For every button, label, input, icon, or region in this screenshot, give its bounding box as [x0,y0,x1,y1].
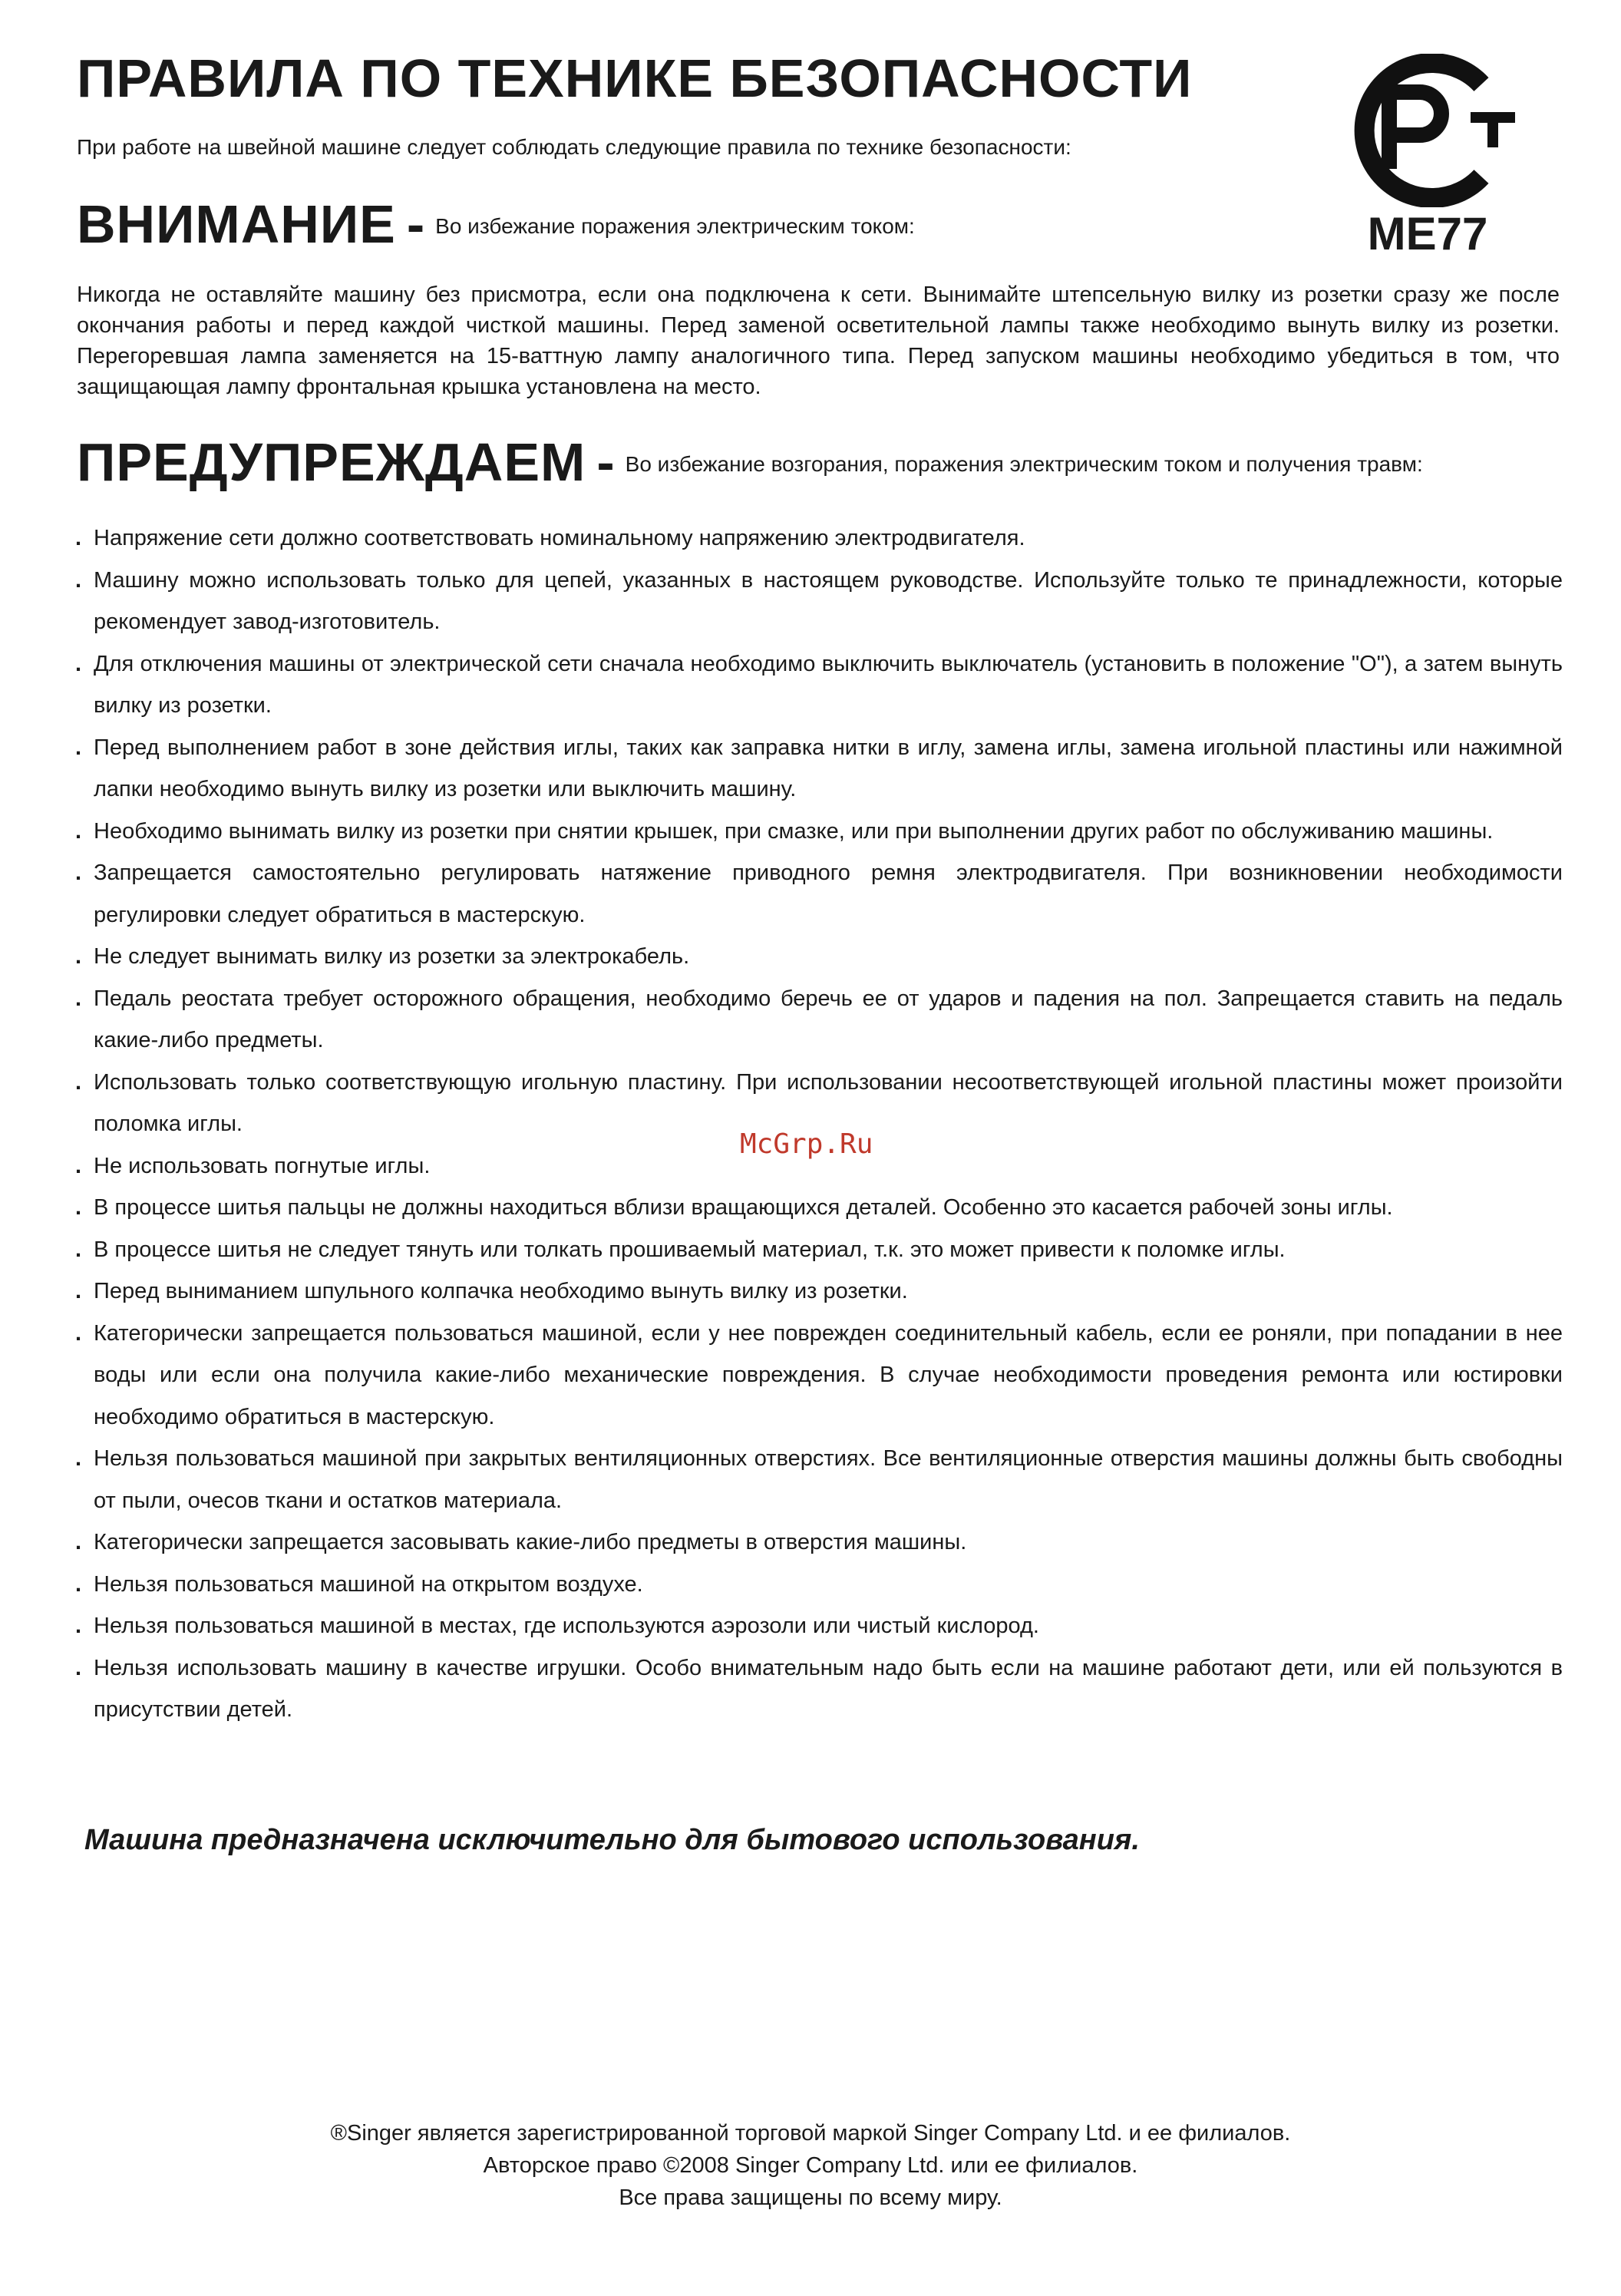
bullet: . [75,567,82,593]
rule-item [74,1438,1563,1521]
bullet: . [75,986,82,1011]
rule-text: Не использовать погнутые иглы. [94,1153,431,1178]
rule-text: Категорически запрещается засовывать какие-либо предметы в отверстия машины. [94,1530,967,1554]
caution-heading [77,431,1423,493]
rule-item [74,643,1563,727]
rule-item [74,1521,1563,1564]
rule-item [74,560,1563,643]
rule-item [74,1564,1563,1606]
rule-item [74,1270,1563,1313]
bullet: . [75,1195,82,1220]
rule-item [74,852,1563,936]
footer [0,2117,1621,2214]
bullet: . [75,861,82,885]
rule-text: Напряжение сети должно соответствовать номинальному напряжению электродвигателя. [94,526,1025,550]
rule-item [74,727,1563,811]
rule-text: Использовать только соответствующую игольную пластину. При использовании несоответствующей игольной пластины может произойти поломка иглы. [94,1069,1563,1136]
rule-text: Нельзя пользоваться машиной при закрытых вентиляционных отверстиях. Все вентиляционные отверстия машины должны быть свободны от пыли, очесов ткани и остатков материала. [94,1446,1563,1513]
rule-text: Запрещается самостоятельно регулировать натяжение приводного ремня электродвигателя. При возникновении необходимости регулировки следует обратиться в мастерскую. [94,861,1563,927]
rule-item [74,1313,1563,1439]
safety-rules-list [74,517,1563,1731]
footer-rights: Все права защищены по всему миру. [619,2185,1002,2210]
footer-copyright: Авторское право ©2008 Singer Company Ltd. или ее филиалов. [483,2153,1138,2178]
footer-trademark: ®Singer является зарегистрированной торговой маркой Singer Company Ltd. и ее филиалов. [330,2121,1291,2146]
caution-subtitle: Во избежание возгорания, поражения электрическим током и получения травм: [625,452,1423,476]
bullet: . [75,1530,82,1554]
rule-text: Для отключения машины от электрической сети сначала необходимо выключить выключатель (установить в положение "О"), а затем вынуть вилку из розетки. [94,651,1563,718]
warning-subtitle: Во избежание поражения электрическим током: [435,214,915,238]
caution-dash: - [596,432,615,492]
bullet: . [75,1237,82,1262]
rule-text: Нельзя пользоваться машиной в местах, где используются аэрозоли или чистый кислород. [94,1614,1039,1638]
bullet: . [75,1069,82,1095]
bullet: . [75,1279,82,1303]
bullet: . [75,944,82,969]
certification-code: ME77 [1367,208,1488,259]
rule-text: Категорически запрещается пользоваться машиной, если у нее поврежден соединительный кабель, если ее роняли, при попадании в нее воды или если она получила какие-либо механические повреждения. В случае необходимости проведения ремонта или юстировки необходимо обратиться в мастерскую. [94,1320,1563,1429]
bullet: . [75,735,82,760]
watermark-text: McGrp.Ru [740,1128,873,1160]
warning-text: Никогда не оставляйте машину без присмотра, если она подключена к сети. Вынимайте штепсельную вилку из розетки сразу же после окончания работы и перед каждой чисткой машины. Перед заменой осветительной лампы также необходимо вынуть вилку из розетки. Перегоревшая лампа заменяется на 15-ваттную лампу аналогичного типа. Перед запуском машины необходимо убедиться в том, что защищающая лампу фронтальная крышка установлена на место. [77,282,1560,399]
rule-item [74,517,1563,560]
rule-item [74,1187,1563,1229]
rule-item [74,1229,1563,1271]
rule-item [74,1605,1563,1647]
bullet: . [75,1571,82,1597]
bullet: . [75,1320,82,1346]
rule-item [74,978,1563,1062]
rule-text: Нельзя использовать машину в качестве игрушки. Особо внимательным надо быть если на машине работают дети, или ей пользуются в присутствии детей. [94,1655,1563,1722]
bullet: . [75,818,82,844]
rule-text: В процессе шитья не следует тянуть или толкать прошиваемый материал, т.к. это может привести к поломке иглы. [94,1237,1286,1262]
rule-item [74,811,1563,853]
rule-text: Перед выниманием шпульного колпачка необходимо вынуть вилку из розетки. [94,1279,908,1303]
rule-text: Необходимо вынимать вилку из розетки при снятии крышек, при смазке, или при выполнении других работ по обслуживанию машины. [94,818,1494,844]
warning-title: ВНИМАНИЕ [77,194,396,254]
warning-dash: - [406,194,425,254]
bullet: . [75,1614,82,1638]
intro-text: При работе на швейной машине следует соблюдать следующие правила по технике безопасности: [77,135,1071,159]
page-title: ПРАВИЛА ПО ТЕХНИКЕ БЕЗОПАСНОСТИ [77,48,1193,108]
warning-heading [77,193,915,255]
rule-text: Нельзя пользоваться машиной на открытом воздухе. [94,1571,643,1597]
certification-logo [1335,54,1520,269]
rule-text: Машину можно использовать только для цепей, указанных в настоящем руководстве. Используйте только те принадлежности, которые рекомендует завод-изготовитель. [94,567,1563,634]
bullet: . [75,1153,82,1178]
caution-title: ПРЕДУПРЕЖДАЕМ [77,432,586,492]
closing-statement: Машина предназначена исключительно для бытового использования. [84,1824,1140,1856]
rule-text: Педаль реостата требует осторожного обращения, необходимо беречь ее от ударов и падения на пол. Запрещается ставить на педаль какие-либо предметы. [94,986,1563,1052]
rule-text: В процессе шитья пальцы не должны находиться вблизи вращающихся деталей. Особенно это касается рабочей зоны иглы. [94,1195,1393,1220]
bullet: . [75,526,82,550]
bullet: . [75,1446,82,1471]
bullet: . [75,1655,82,1680]
rule-text: Перед выполнением работ в зоне действия иглы, таких как заправка нитки в иглу, замена иглы, замена игольной пластины или нажимной лапки необходимо вынуть вилку из розетки или выключить машину. [94,735,1563,801]
bullet: . [75,651,82,676]
pct-mark-icon [1335,54,1520,207]
rule-item [74,936,1563,978]
rule-item [74,1647,1563,1731]
rule-text: Не следует вынимать вилку из розетки за электрокабель. [94,944,690,969]
